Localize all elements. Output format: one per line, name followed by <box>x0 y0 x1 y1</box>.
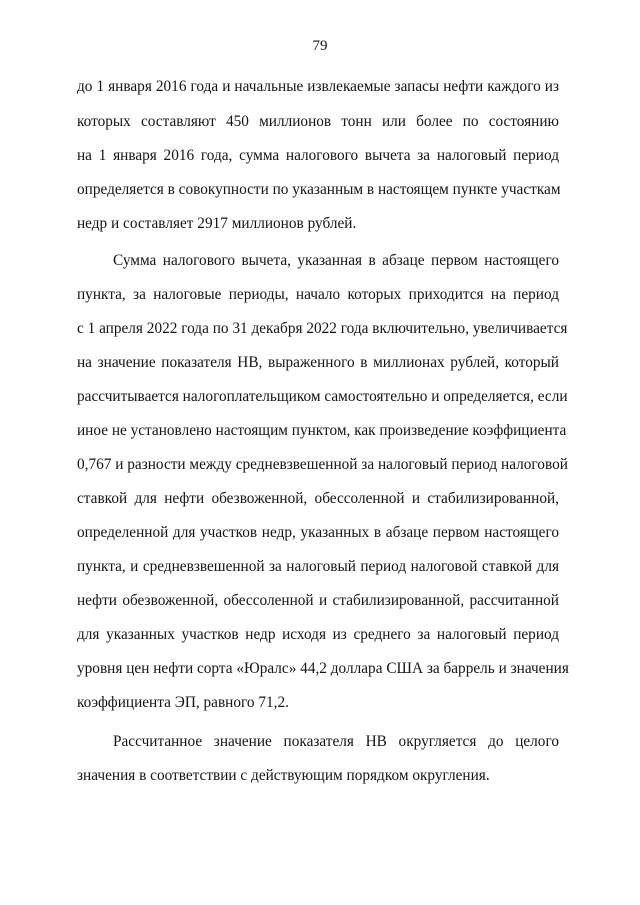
text-line: которых составляют 450 миллионов тонн или более по состоянию <box>77 113 559 130</box>
text-line: нефти обезвоженной, обессоленной и стабилизированной, рассчитанной <box>77 592 559 609</box>
text-line: определяется в совокупности по указанным в настоящем пункте участкам <box>77 181 561 198</box>
text-line: на значение показателя НВ, выраженного в миллионах рублей, который <box>77 354 559 371</box>
text-line: пункта, за налоговые периоды, начало которых приходится на период <box>77 286 559 303</box>
text-line: пункта, и средневзвешенной за налоговый период налоговой ставкой для <box>77 558 559 575</box>
text-line: уровня цен нефти сорта «Юралс» 44,2 доллара США за баррель и значения <box>77 660 569 677</box>
text-line: на 1 января 2016 года, сумма налогового вычета за налоговый период <box>77 147 559 164</box>
text-line: иное не установлено настоящим пунктом, как произведение коэффициента <box>77 422 567 439</box>
text-line: коэффициента ЭП, равного 71,2. <box>77 694 289 711</box>
text-line: для указанных участков недр исходя из среднего за налоговый период <box>77 626 559 643</box>
text-line: определенной для участков недр, указанных в абзаце первом настоящего <box>77 524 559 541</box>
text-line: Рассчитанное значение показателя НВ округляется до целого <box>113 733 559 750</box>
text-line: 0,767 и разности между средневзвешенной за налоговый период налоговой <box>77 456 568 473</box>
text-line: рассчитывается налогоплательщиком самостоятельно и определяется, если <box>77 388 568 405</box>
page-number: 79 <box>312 38 328 54</box>
text-line: до 1 января 2016 года и начальные извлекаемые запасы нефти каждого из <box>77 78 559 95</box>
text-line: с 1 апреля 2022 года по 31 декабря 2022 года включительно, увеличивается <box>77 320 568 337</box>
text-line: Сумма налогового вычета, указанная в абзаце первом настоящего <box>113 252 559 269</box>
text-line: значения в соответствии с действующим порядком округления. <box>77 767 490 784</box>
text-line: недр и составляет 2917 миллионов рублей. <box>77 215 357 232</box>
text-line: ставкой для нефти обезвоженной, обессоленной и стабилизированной, <box>77 490 559 507</box>
